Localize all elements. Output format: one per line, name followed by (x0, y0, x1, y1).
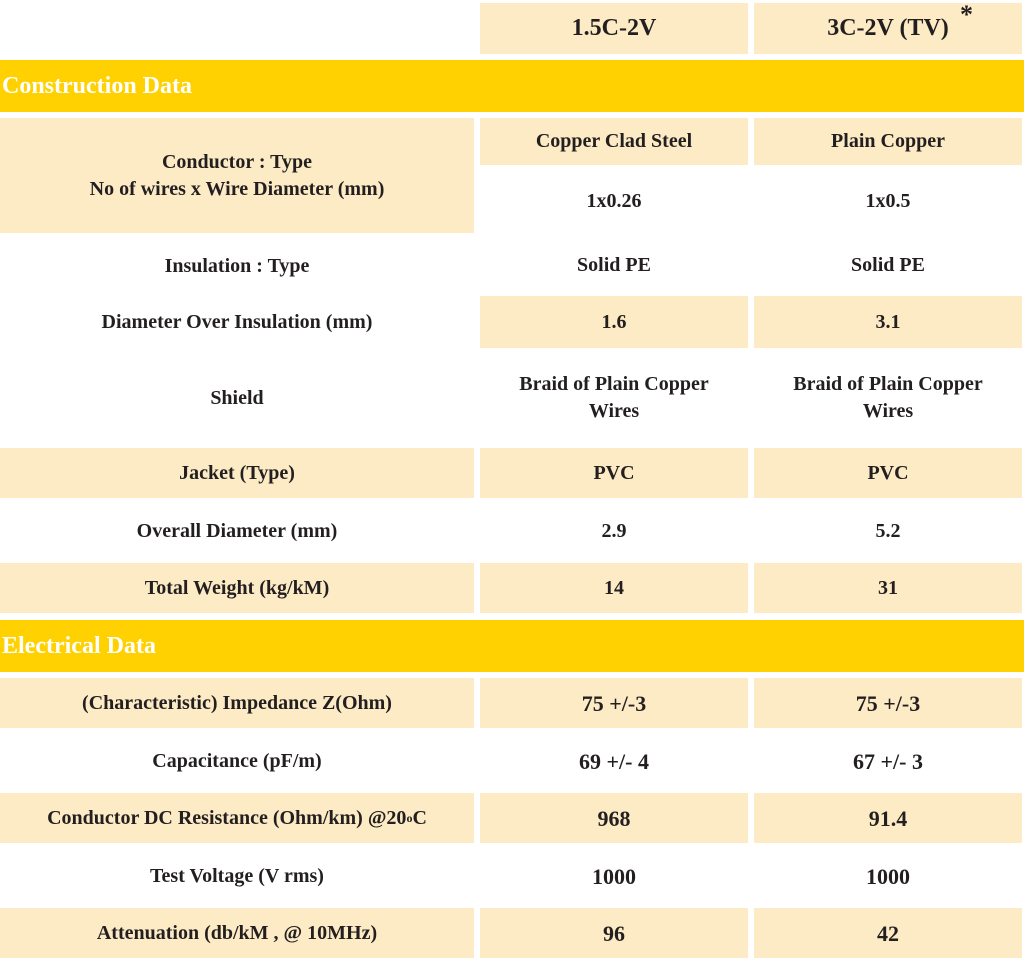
conductor-wires-value-1: 1x0.26 (586, 190, 642, 212)
jacket-value-1: PVC (480, 448, 748, 498)
shield-value-2: Braid of Plain Copper Wires (793, 373, 983, 422)
resistance-label-unit: C (412, 806, 427, 829)
overall-diameter-label: Overall Diameter (mm) (136, 519, 338, 542)
conductor-wires-value-2: 1x0.5 (865, 190, 911, 212)
conductor-type-value-1: Copper Clad Steel (480, 118, 748, 165)
resistance-label-text: Conductor DC Resistance (Ohm/km) @20 (47, 806, 407, 829)
attenuation-value-1: 96 (480, 908, 748, 958)
test-voltage-label: Test Voltage (V rms) (150, 864, 324, 887)
attenuation-value-2: 42 (754, 908, 1022, 958)
resistance-value-1: 968 (480, 793, 748, 843)
section-electrical-data: Electrical Data (0, 620, 1024, 672)
degree-mark: o (406, 810, 413, 825)
insulation-value-2: Solid PE (851, 253, 925, 276)
conductor-wires-label: No of wires x Wire Diameter (mm) (89, 177, 385, 200)
total-weight-value-2: 31 (754, 563, 1022, 613)
column-header-2 (754, 3, 1022, 54)
test-voltage-value-1: 1000 (592, 863, 636, 889)
conductor-type-label: Conductor : Type (161, 150, 313, 173)
jacket-label: Jacket (Type) (0, 448, 474, 498)
diameter-insulation-value-1: 1.6 (480, 296, 748, 348)
conductor-type-value-2: Plain Copper (754, 118, 1022, 165)
diameter-insulation-label: Diameter Over Insulation (mm) (101, 310, 373, 333)
impedance-label: (Characteristic) Impedance Z(Ohm) (0, 678, 474, 728)
overall-diameter-value-2: 5.2 (875, 519, 901, 542)
capacitance-label: Capacitance (pF/m) (152, 749, 322, 772)
insulation-value-1: Solid PE (577, 253, 651, 276)
overall-diameter-value-1: 2.9 (601, 519, 627, 542)
total-weight-label: Total Weight (kg/kM) (0, 563, 474, 613)
impedance-value-2: 75 +/-3 (754, 678, 1022, 728)
jacket-value-2: PVC (754, 448, 1022, 498)
column-header-2-label: 3C-2V (TV) (827, 15, 949, 41)
attenuation-label: Attenuation (db/kM , @ 10MHz) (0, 908, 474, 958)
insulation-label: Insulation : Type (164, 254, 310, 277)
resistance-label (0, 793, 474, 843)
column-header-1: 1.5C-2V (480, 3, 748, 54)
asterisk-mark: * (960, 0, 973, 29)
diameter-insulation-value-2: 3.1 (754, 296, 1022, 348)
shield-label: Shield (210, 386, 264, 409)
capacitance-value-2: 67 +/- 3 (853, 748, 923, 774)
resistance-value-2: 91.4 (754, 793, 1022, 843)
total-weight-value-1: 14 (480, 563, 748, 613)
capacitance-value-1: 69 +/- 4 (579, 748, 649, 774)
shield-value-1: Braid of Plain Copper Wires (519, 373, 709, 422)
test-voltage-value-2: 1000 (866, 863, 910, 889)
section-construction-data: Construction Data (0, 60, 1024, 112)
impedance-value-1: 75 +/-3 (480, 678, 748, 728)
conductor-label (0, 118, 474, 233)
